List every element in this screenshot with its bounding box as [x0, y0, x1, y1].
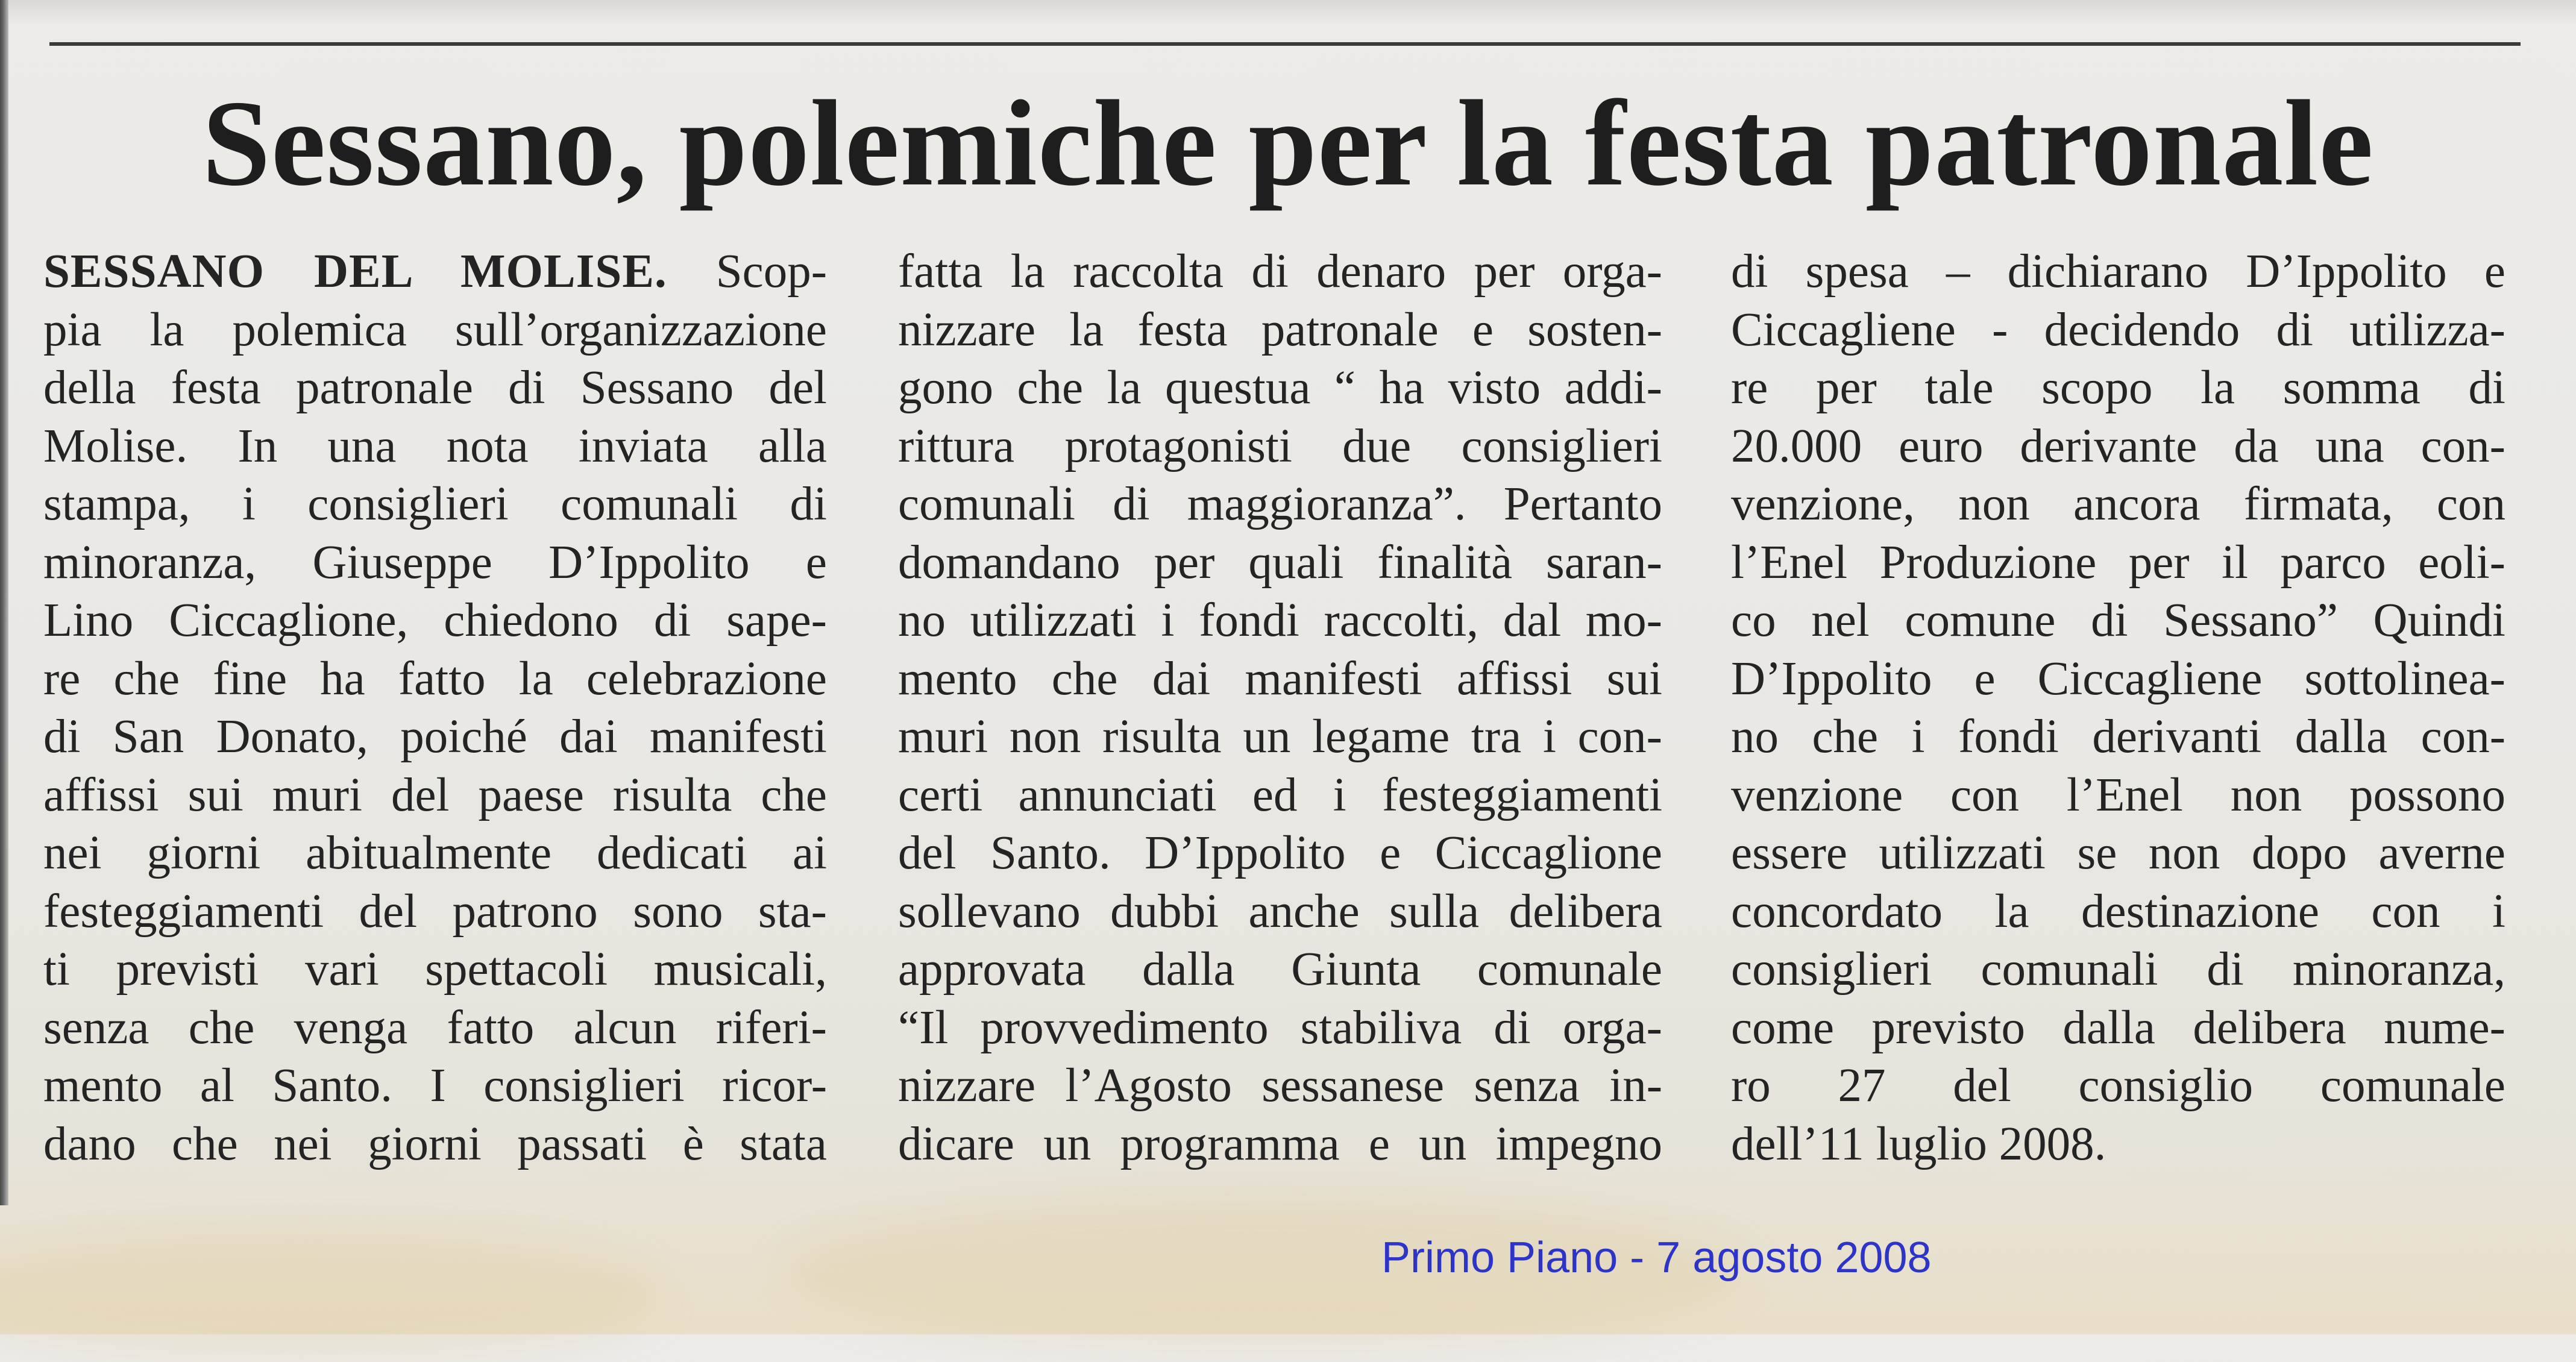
column-line: mento al Santo. I consiglieri ricor- [43, 1059, 827, 1112]
column-line: approvata dalla Giunta comunale [898, 943, 1662, 996]
article-column-3 [1731, 243, 2505, 1173]
article-column-1 [43, 243, 827, 1173]
column-line: dell’11 luglio 2008. [1731, 1117, 2106, 1170]
column-line: venzione con l’Enel non possono [1731, 768, 2505, 821]
column-line: gono che la questua “ ha visto addi- [898, 362, 1662, 414]
column-line: della festa patronale di Sessano del [43, 362, 827, 414]
column-line: dicare un programma e un impegno [898, 1117, 1662, 1170]
column-line: festeggiamenti del patrono sono sta- [43, 885, 827, 938]
column-line: 20.000 euro derivante da una con- [1731, 419, 2505, 472]
column-line: di San Donato, poiché dai manifesti [43, 711, 827, 763]
column-line: domandano per quali finalità saran- [898, 536, 1662, 589]
column-line: Lino Ciccaglione, chiedono di sape- [43, 594, 827, 647]
article-headline: Sessano, polemiche per la festa patronale [202, 75, 2374, 212]
source-credit: Primo Piano - 7 agosto 2008 [1381, 1234, 1932, 1282]
column-line: l’Enel Produzione per il parco eoli- [1731, 536, 2505, 589]
column-line: venzione, non ancora firmata, con [1731, 478, 2505, 530]
column-line: re per tale scopo la somma di [1731, 362, 2505, 414]
column-line: Ciccagliene - decidendo di utilizza- [1731, 303, 2505, 356]
column-line: certi annunciati ed i festeggiamenti [898, 768, 1662, 821]
column-line: del Santo. D’Ippolito e Ciccaglione [898, 827, 1662, 879]
column-line [43, 243, 827, 301]
column-line: stampa, i consiglieri comunali di [43, 478, 827, 530]
column-line: comunali di maggioranza”. Pertanto [898, 478, 1662, 530]
column-line: affissi sui muri del paese risulta che [43, 768, 827, 821]
column-line: nizzare l’Agosto sessanese senza in- [898, 1059, 1662, 1112]
top-rule [49, 42, 2521, 46]
column-line-text: Scop- [667, 245, 827, 298]
column-line: no che i fondi derivanti dalla con- [1731, 711, 2505, 763]
column-line: nei giorni abitualmente dedicati ai [43, 827, 827, 879]
column-line: re che fine ha fatto la celebrazione [43, 652, 827, 705]
column-line: nizzare la festa patronale e sosten- [898, 303, 1662, 356]
column-line: D’Ippolito e Ciccagliene sottolinea- [1731, 652, 2505, 705]
column-line: minoranza, Giuseppe D’Ippolito e [43, 536, 827, 589]
column-line: fatta la raccolta di denaro per orga- [898, 245, 1662, 298]
column-line: dano che nei giorni passati è stata [43, 1117, 827, 1170]
column-line: come previsto dalla delibera nume- [1731, 1001, 2505, 1054]
column-line: no utilizzati i fondi raccolti, dal mo- [898, 594, 1662, 647]
column-line: sollevano dubbi anche sulla delibera [898, 885, 1662, 938]
column-line: ti previsti vari spettacoli musicali, [43, 943, 827, 996]
column-line: co nel comune di Sessano” Quindi [1731, 594, 2505, 647]
column-line: “Il provvedimento stabiliva di orga- [898, 1001, 1662, 1054]
column-line: consiglieri comunali di minoranza, [1731, 943, 2505, 996]
column-line: Molise. In una nota inviata alla [43, 419, 827, 472]
column-line: mento che dai manifesti affissi sui [898, 652, 1662, 705]
article-dateline: SESSANO DEL MOLISE. [43, 245, 667, 298]
column-line: pia la polemica sull’organizzazione [43, 303, 827, 356]
column-line: muri non risulta un legame tra i con- [898, 711, 1662, 763]
paper-stain [0, 1229, 663, 1362]
column-line: senza che venga fatto alcun riferi- [43, 1001, 827, 1054]
column-line: di spesa – dichiarano D’Ippolito e [1731, 245, 2505, 298]
column-line: concordato la destinazione con i [1731, 885, 2505, 938]
article-column-2 [898, 243, 1662, 1173]
column-line: ro 27 del consiglio comunale [1731, 1059, 2505, 1112]
column-line: essere utilizzati se non dopo averne [1731, 827, 2505, 879]
column-line: rittura protagonisti due consiglieri [898, 419, 1662, 472]
paper-top-shadow [0, 0, 2576, 24]
